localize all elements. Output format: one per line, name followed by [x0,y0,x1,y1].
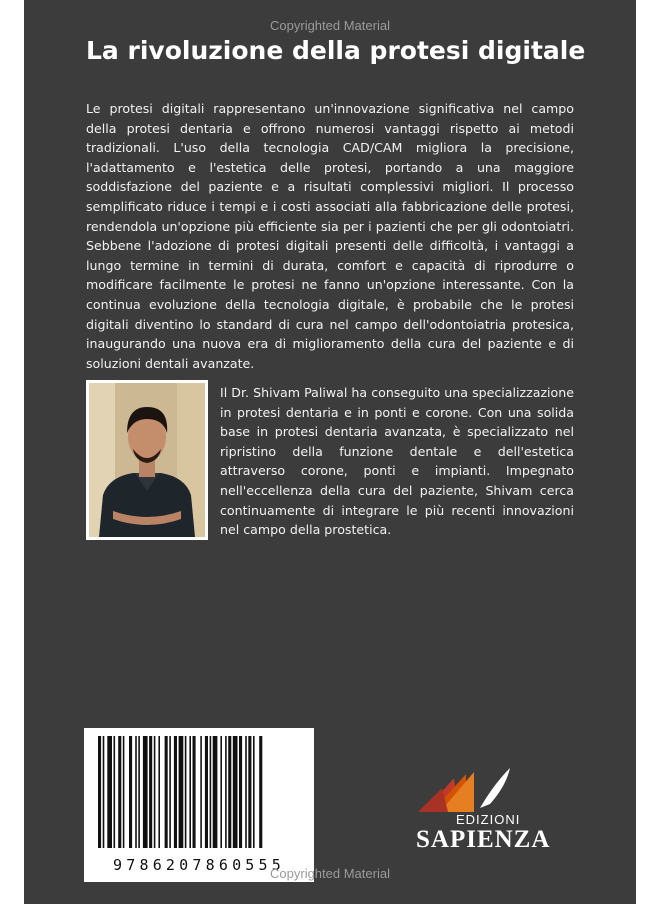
back-cover [24,0,636,904]
barcode-bar [233,736,238,848]
publisher-logo [386,764,556,856]
barcode-bar [135,736,137,848]
barcode-bar [193,736,196,848]
copyright-watermark-top: Copyrighted Material [270,18,390,33]
barcode-bar [245,736,247,848]
barcode-bar [179,736,184,848]
barcode-bar [169,736,171,848]
barcode-bar [114,736,116,848]
barcode-bar [118,736,121,848]
barcode-bar [98,736,101,848]
barcode-bar [248,736,251,848]
barcode-bar [129,736,132,848]
barcode-bar [205,736,208,848]
barcode-bar [138,736,140,848]
isbn-number: 9786207860555 [113,856,285,874]
barcode-bar [185,736,187,848]
barcode-bar [228,736,231,848]
author-photo [86,380,208,540]
barcode-bar [107,736,112,848]
barcode-bar [200,736,202,848]
book-summary: Le protesi digitali rappresentano un'innovazione significativa nel campo della protesi dentaria e offrono numerosi vantaggi rispetto ai metodi tradizionali. L'uso della tecnologia CAD/CAM migliora la precisione, l'adattamento e l'estetica delle protesi, portando a una maggiore soddisfazione del paziente e a risultati complessivi migliori. Il processo semplificato riduce i tempi e i costi associati alla fabbricazione delle protesi, rendendola un'opzione più efficiente sia per i pazienti che per gli odontoiatri. Sebbene l'adozione di protesi digitali presenti delle difficoltà, i vantaggi a lungo termine in termini di durata, comfort e capacità di riprodurre o modificare facilmente le protesi ne fanno un'opzione interessante. Con la continua evoluzione della tecnologia digitale, è probabile che le protesi digitali diventino lo standard di cura nel campo dell'odontoiatria protesica, inaugurando una nuova era di miglioramento della cura del paziente e di soluzioni dentali avanzate. [86,101,574,371]
barcode-bars [84,728,314,856]
book-title: La rivoluzione della protesi digitale [86,36,586,65]
publisher-name: SAPIENZA [416,826,551,853]
barcode-bar [158,736,160,848]
barcode-bar [149,736,152,848]
barcode-bar [225,736,227,848]
barcode-bar [213,736,218,848]
barcode-bar [154,736,156,848]
barcode [84,728,314,882]
barcode-bar [123,736,125,848]
book-fan-icon [414,764,524,814]
barcode-bar [259,736,262,848]
barcode-bar [165,736,168,848]
barcode-bar [189,736,191,848]
copyright-watermark-bottom: Copyrighted Material [270,866,390,881]
publisher-imprint: EDIZIONI [456,812,521,827]
barcode-bar [210,736,212,848]
barcode-bar [103,736,105,848]
author-portrait-image [89,383,205,537]
barcode-bar [239,736,242,848]
barcode-bar [220,736,222,848]
barcode-bar [143,736,148,848]
barcode-bar [174,736,177,848]
author-bio: Il Dr. Shivam Paliwal ha conseguito una specializzazione in protesi dentaria e in ponti e corone. Con una solida base in protesi dentaria avanzata, è specializzato nel ripristino della funzione dentale e dell'estetica attraverso corone, ponti e impianti. Impegnato nell'eccellenza della cura del paziente, Shivam cerca continuamente di integrare le più recenti innovazioni nel campo della prostetica. [220,385,574,538]
barcode-bar [253,736,255,848]
